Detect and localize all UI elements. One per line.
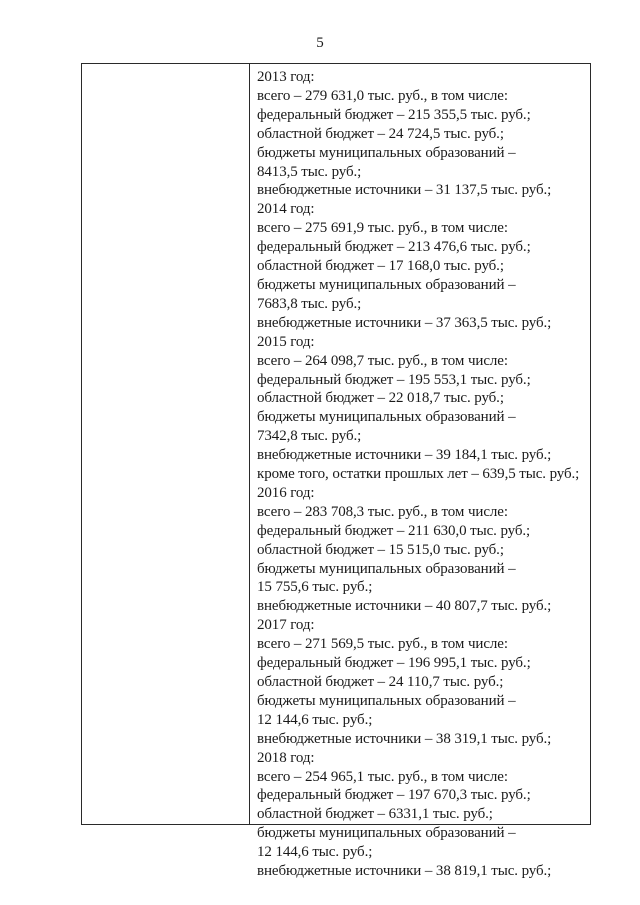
- text-line: внебюджетные источники – 39 184,1 тыс. руб.;: [257, 447, 552, 464]
- text-line: федеральный бюджет – 195 553,1 тыс. руб.;: [257, 371, 531, 388]
- table-left-cell: [82, 64, 250, 824]
- text-line: внебюджетные источники – 31 137,5 тыс. руб.;: [257, 182, 552, 199]
- text-line: внебюджетные источники – 38 819,1 тыс. руб.;: [257, 863, 552, 880]
- text-line: всего – 264 098,7 тыс. руб., в том числе:: [257, 352, 508, 369]
- text-line: областной бюджет – 22 018,7 тыс. руб.;: [257, 390, 504, 407]
- funding-lines: [257, 68, 590, 881]
- text-line: 2013 год:: [257, 69, 315, 85]
- text-line: 7683,8 тыс. руб.;: [257, 295, 362, 312]
- text-line: 15 755,6 тыс. руб.;: [257, 579, 373, 596]
- text-line: областной бюджет – 6331,1 тыс. руб.;: [257, 806, 493, 823]
- text-line: федеральный бюджет – 215 355,5 тыс. руб.;: [257, 106, 531, 123]
- text-line: федеральный бюджет – 197 670,3 тыс. руб.;: [257, 787, 531, 804]
- text-line: всего – 275 691,9 тыс. руб., в том числе:: [257, 220, 508, 237]
- text-line: бюджеты муниципальных образований –: [257, 409, 516, 426]
- text-line: областной бюджет – 24 110,7 тыс. руб.;: [257, 674, 504, 690]
- text-line: бюджеты муниципальных образований –: [257, 276, 516, 293]
- text-line: бюджеты муниципальных образований –: [257, 692, 516, 709]
- text-line: областной бюджет – 15 515,0 тыс. руб.;: [257, 541, 504, 558]
- text-line: бюджеты муниципальных образований –: [257, 560, 516, 577]
- table-right-cell: [250, 64, 590, 880]
- text-line: бюджеты муниципальных образований –: [257, 144, 516, 161]
- text-line: 2017 год:: [257, 617, 315, 634]
- text-line: всего – 254 965,1 тыс. руб., в том числе:: [257, 768, 508, 785]
- text-line: федеральный бюджет – 211 630,0 тыс. руб.;: [257, 522, 531, 539]
- text-line: внебюджетные источники – 38 319,1 тыс. руб.;: [257, 730, 552, 747]
- text-line: 2018 год:: [257, 749, 315, 766]
- funding-table: [81, 63, 591, 880]
- text-line: федеральный бюджет – 196 995,1 тыс. руб.;: [257, 655, 531, 672]
- text-line: областной бюджет – 17 168,0 тыс. руб.;: [257, 258, 504, 275]
- text-line: всего – 271 569,5 тыс. руб., в том числе:: [257, 636, 508, 653]
- text-line: 2015 год:: [257, 333, 315, 350]
- text-line: 8413,5 тыс. руб.;: [257, 163, 362, 180]
- text-line: 2014 год:: [257, 201, 315, 218]
- text-line: федеральный бюджет – 213 476,6 тыс. руб.;: [257, 239, 531, 256]
- text-line: внебюджетные источники – 40 807,7 тыс. руб.;: [257, 598, 552, 615]
- text-line: 12 144,6 тыс. руб.;: [257, 711, 373, 728]
- text-line: 12 144,6 тыс. руб.;: [257, 844, 373, 861]
- text-line: областной бюджет – 24 724,5 тыс. руб.;: [257, 125, 504, 142]
- text-line: всего – 283 708,3 тыс. руб., в том числе:: [257, 503, 508, 520]
- text-line: внебюджетные источники – 37 363,5 тыс. руб.;: [257, 314, 552, 331]
- text-line: всего – 279 631,0 тыс. руб., в том числе:: [257, 87, 508, 104]
- text-line: 2016 год:: [257, 484, 315, 501]
- text-line: бюджеты муниципальных образований –: [257, 825, 516, 842]
- page-number: 5: [316, 35, 324, 51]
- text-line: 7342,8 тыс. руб.;: [257, 428, 362, 445]
- text-line: кроме того, остатки прошлых лет – 639,5 тыс. руб.;: [257, 466, 580, 483]
